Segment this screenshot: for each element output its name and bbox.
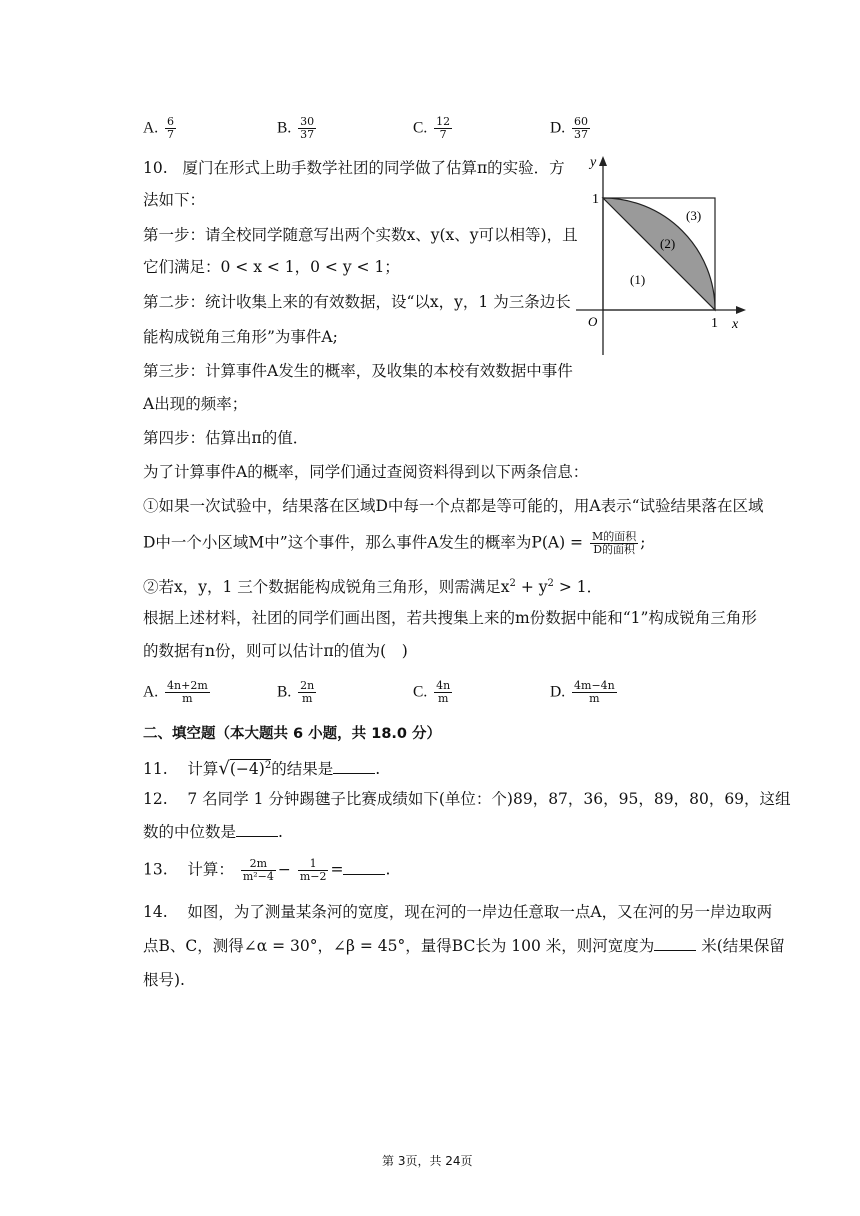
q10-line-14: 根据上述材料，社团的同学们画出图，若共搜集上来的m份数据中能和“1”构成锐角三角形 — [143, 609, 757, 627]
region-3-label: (3) — [686, 208, 702, 223]
q9-option-a: A. $\frac{6}{7}$ — [143, 115, 175, 141]
q11: 11. 计算$√(-4)^2$的结果是 . — [143, 758, 381, 780]
q10-line-4: 它们满足：0 < x < 1，0 < y < 1； — [143, 258, 400, 276]
q10-line-5: 第二步：统计收集上来的有效数据，设“以x，y，1 为三条边长 — [143, 293, 571, 311]
q13-answer-blank[interactable] — [343, 860, 385, 875]
q10-option-d: D. $\frac{4m-4n}{m}$ — [550, 679, 615, 705]
q10-line-12: D中一个小区域M中”这个事件，那么事件A发生的概率为P(A) = $\frac{\text{M的面积}}{\text{D的面积}}$ ; — [143, 530, 646, 556]
q13: 13. 计算： $\frac{2m}{\text{m²−4}}$ − $\frac{1}{m-2}$ = . — [143, 857, 391, 883]
q9-option-b: B. $\frac{30}{37}$ — [277, 115, 315, 141]
q11-number: 11. — [143, 760, 168, 779]
q10-line-3: 第一步：请全校同学随意写出两个实数x、y(x、y可以相等)，且 — [143, 226, 578, 244]
region-1-label: (1) — [630, 272, 646, 287]
q10-line-6: 能构成锐角三角形”为事件A; — [143, 328, 338, 346]
q10-line-1: 10. 厦门在形式上助手数学社团的同学做了估算π的实验．方 — [143, 159, 565, 177]
q12-number: 12. — [143, 790, 168, 808]
q11-answer-blank[interactable] — [333, 759, 375, 774]
q10-line-11: ①如果一次试验中，结果落在区域D中每一个点都是等可能的，用A表示“试验结果落在区域 — [143, 497, 764, 515]
q10-line-8: A出现的频率； — [143, 395, 248, 413]
q12-line-1: 12. 7 名同学 1 分钟踢毽子比赛成绩如下(单位：个)89，87，36，95，89，80，69，这组 — [143, 790, 791, 808]
x-axis-label: x — [732, 317, 739, 332]
q14-answer-blank[interactable] — [654, 936, 696, 951]
y-axis-label: y — [590, 155, 597, 170]
q10-number: 10. — [143, 159, 168, 177]
q10-option-b: B. $\frac{2n}{m}$ — [277, 679, 315, 705]
q14-line-1: 14. 如图，为了测量某条河的宽度，现在河的一岸边任意取一点A，又在河的另一岸边取两 — [143, 903, 773, 921]
q9-option-d: D. $\frac{60}{37}$ — [550, 115, 589, 141]
x-one-label: 1 — [711, 316, 718, 331]
q12-line-2: 数的中位数是 . — [143, 823, 283, 841]
section-2-heading: 二、填空题（本大题共 6 小题，共 18.0 分） — [143, 726, 442, 742]
y-axis-arrow — [599, 156, 607, 166]
q10-figure — [568, 150, 750, 360]
q9-option-c: C. $\frac{12}{7}$ — [413, 115, 451, 141]
q14-number: 14. — [143, 903, 168, 921]
q13-number: 13. — [143, 860, 168, 879]
q10-line-15: 的数据有n份，则可以估计π的值为( ) — [143, 642, 408, 660]
q10-option-a: A. $\frac{4n+2m}{m}$ — [143, 679, 208, 705]
q14-line-3: 根号). — [143, 971, 185, 989]
x-axis-arrow — [736, 306, 746, 314]
q10-line-2: 法如下： — [143, 191, 206, 209]
y-one-label: 1 — [592, 192, 599, 207]
q12-answer-blank[interactable] — [236, 822, 278, 837]
q10-line-7: 第三步：计算事件A发生的概率，及收集的本校有效数据中事件 — [143, 362, 573, 380]
q14-line-2: 点B、C，测得∠α = 30°，∠β = 45°，量得BC长为 100 米，则河宽度为 米(结果保留 — [143, 937, 785, 955]
q10-line-10: 为了计算事件A的概率，同学们通过查阅资料得到以下两条信息： — [143, 463, 589, 481]
q10-line-9: 第四步：估算出π的值． — [143, 429, 309, 447]
q10-line-13: ②若x，y，1 三个数据能构成锐角三角形，则需满足$x^2 + y^2 > 1$． — [143, 578, 603, 597]
region-2-label: (2) — [660, 236, 676, 251]
page-footer: 第 3页，共 24页 — [382, 1154, 473, 1168]
origin-label: O — [588, 314, 598, 329]
q10-option-c: C. $\frac{4n}{m}$ — [413, 679, 451, 705]
